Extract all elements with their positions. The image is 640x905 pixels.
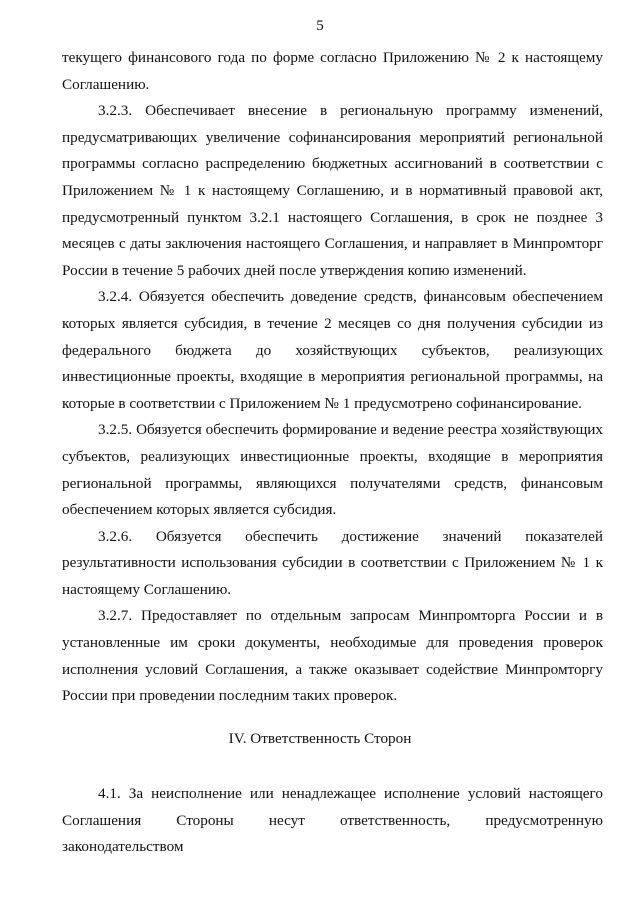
paragraph-3-2-5: 3.2.5. Обязуется обеспечить формирование и ведение реестра хозяйствующих субъектов, реализующих инвестиционные проекты, входящие в мероприятия региональной программы, являющихся получателями средств, финансовым обеспечением которых является субсидия. — [62, 421, 603, 519]
section-body — [62, 781, 603, 861]
paragraph-3-2-7: 3.2.7. Предоставляет по отдельным запросам Минпромторга России и в установленные им сроки документы, необходимые для проведения проверок исполнения условий Соглашения, а также оказывает содействие Минпромторгу России при проведении последним таких проверок. — [62, 607, 603, 705]
paragraph-4-1: 4.1. За неисполнение или ненадлежащее исполнение условий настоящего Соглашения Стороны несут ответственность, предусмотренную законодательством — [62, 785, 603, 856]
paragraph-continuation: текущего финансового года по форме согласно Приложению № 2 к настоящему Соглашению. — [62, 49, 603, 93]
paragraph-3-2-6: 3.2.6. Обязуется обеспечить достижение значений показателей результативности использования субсидии в соответствии с Приложением № 1 к настоящему Соглашению. — [62, 527, 603, 598]
document-body — [62, 45, 603, 710]
paragraph-3-2-4: 3.2.4. Обязуется обеспечить доведение средств, финансовым обеспечением которых является субсидия, в течение 2 месяцев со дня получения субсидии из федерального бюджета до хозяйствующих субъектов, реализующих инвестиционные проекты, входящие в мероприятия региональной программы, на которые в соответствии с Приложением № 1 предусмотрено софинансирование. — [62, 288, 603, 412]
paragraph-3-2-3: 3.2.3. Обеспечивает внесение в региональную программу изменений, предусматривающих увеличение софинансирования мероприятий региональной программы согласно распределению бюджетных ассигнований в соответствии с Приложением № 1 к настоящему Соглашению, и в нормативный правовой акт, предусмотренный пунктом 3.2.1 настоящего Соглашения, в срок не позднее 3 месяцев с даты заключения настоящего Соглашения, и направляет в Минпромторг России в течение 5 рабочих дней после утверждения копию изменений. — [62, 102, 603, 279]
section-heading: IV. Ответственность Сторон — [228, 730, 412, 747]
page-number: 5 — [316, 18, 324, 34]
